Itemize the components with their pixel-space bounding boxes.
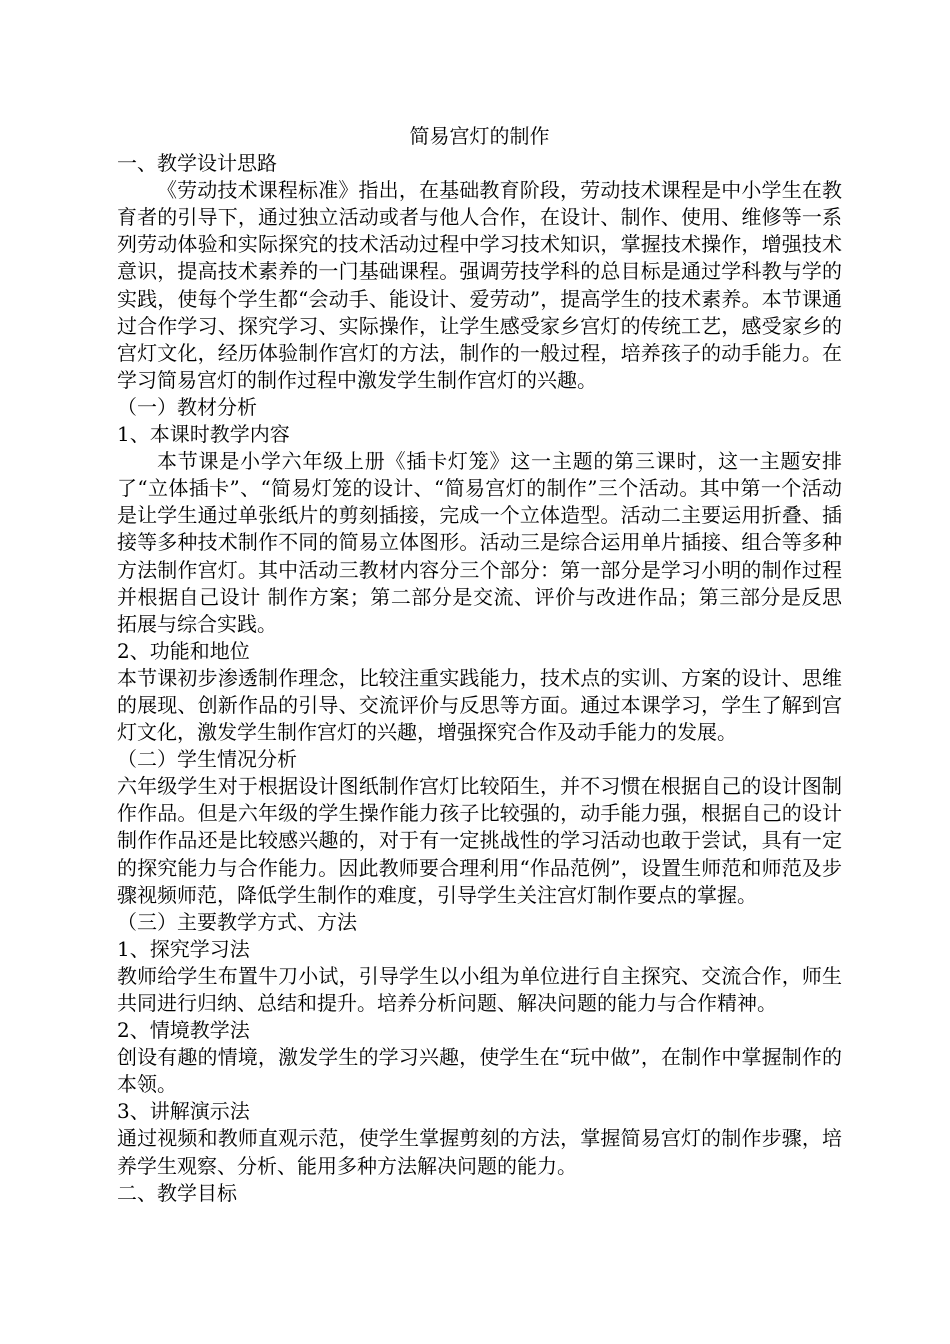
subsection-heading-material: （一）教材分析 — [117, 394, 257, 419]
section-heading-objectives: 二、教学目标 — [117, 1180, 237, 1205]
paragraph-inquiry: 教师给学生布置牛刀小试，引导学生以小组为单位进行自主探究、交流合作，师生共同进行归纳、总结和提升。培养分析问题、解决问题的能力与合作精神。 — [117, 963, 842, 1015]
paragraph-function: 本节课初步渗透制作理念，比较注重实践能力，技术点的实训、方案的设计、思维的展现、创新作品的引导、交流评价与反思等方面。通过本课学习，学生了解到宫灯文化，激发学生制作宫灯的兴趣，增强探究合作及动手能力的发展。 — [117, 665, 842, 745]
paragraph-content: 本节课是小学六年级上册《插卡灯笼》这一主题的第三课时，这一主题安排了“立体插卡”、“简易灯笼的设计、“简易宫灯的制作”三个活动。其中第一个活动是让学生通过单张纸片的剪刻插接，完成一个立体造型。活动二主要运用折叠、插接等多种技术制作不同的简易立体图形。活动三是综合运用单片插接、组合等多种方法制作宫灯。其中活动三教材内容分三个部分：第一部分是学习小明的制作过程并根据自己设计 制作方案；第二部分是交流、评价与改进作品；第三部分是反思拓展与综合实践。 — [117, 449, 842, 636]
paragraph-situational: 创设有趣的情境，激发学生的学习兴趣，使学生在“玩中做”，在制作中掌握制作的本领。 — [117, 1045, 842, 1097]
paragraph-design: 《劳动技术课程标准》指出，在基础教育阶段，劳动技术课程是中小学生在教育者的引导下，通过独立活动或者与他人合作，在设计、制作、使用、维修等一系列劳动体验和实际探究的技术活动过程中学习技术知识，掌握技术操作，增强技术意识，提高技术素养的一门基础课程。强调劳技学科的总目标是通过学科教与学的实践，使每个学生都“会动手、能设计、爱劳动”，提高学生的技术素养。本节课通过合作学习、探究学习、实际操作，让学生感受家乡宫灯的传统工艺，感受家乡的宫灯文化，经历体验制作宫灯的方法，制作的一般过程，培养孩子的动手能力。在学习简易宫灯的制作过程中激发学生制作宫灯的兴趣。 — [117, 178, 842, 392]
item-heading-function: 2、功能和地位 — [117, 638, 250, 663]
item-heading-content: 1、本课时教学内容 — [117, 422, 290, 447]
method-heading-inquiry: 1、探究学习法 — [117, 936, 250, 961]
subsection-heading-students: （二）学生情况分析 — [117, 747, 297, 772]
method-heading-demonstration: 3、讲解演示法 — [117, 1099, 250, 1124]
paragraph-students: 六年级学生对于根据设计图纸制作宫灯比较陌生，并不习惯在根据自己的设计图制作作品。但是六年级的学生操作能力孩子比较强的，动手能力强，根据自己的设计制作作品还是比较感兴趣的，对于有一定挑战性的学习活动也敢于尝试，具有一定的探究能力与合作能力。因此教师要合理利用“作品范例”，设置生师范和师范及步骤视频师范，降低学生制作的难度，引导学生关注宫灯制作要点的掌握。 — [117, 774, 842, 907]
method-heading-situational: 2、情境教学法 — [117, 1018, 250, 1043]
document-body — [117, 123, 842, 1207]
document-title: 简易宫灯的制作 — [409, 124, 550, 148]
paragraph-demonstration: 通过视频和教师直观示范，使学生掌握剪刻的方法，掌握简易宫灯的制作步骤，培养学生观察、分析、能用多种方法解决问题的能力。 — [117, 1126, 842, 1178]
section-heading-design: 一、教学设计思路 — [117, 151, 277, 176]
subsection-heading-methods: （三）主要教学方式、方法 — [117, 909, 357, 934]
